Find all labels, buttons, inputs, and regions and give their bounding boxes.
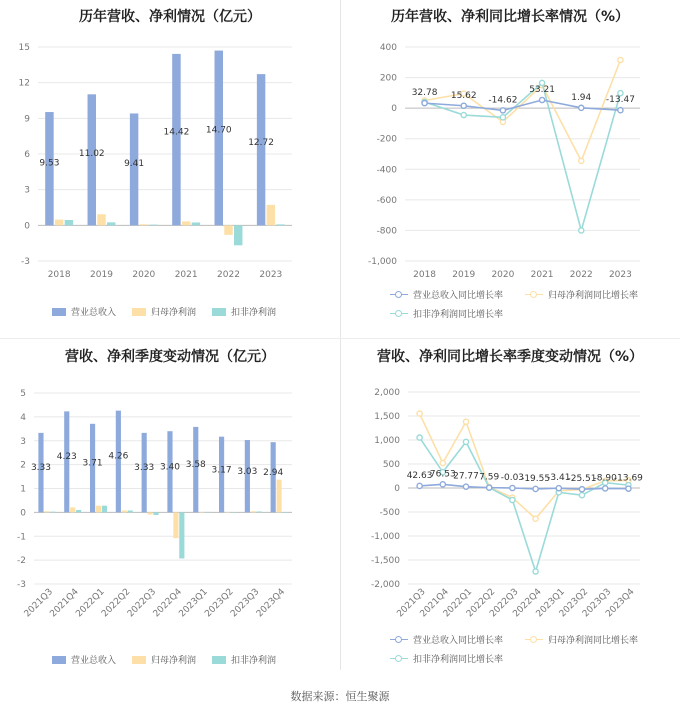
- series-line-deducted-profit: [420, 438, 629, 572]
- bar-deducted-profit: [234, 225, 242, 245]
- y-tick-label: 2,000: [374, 388, 400, 398]
- y-tick-label: 4: [20, 412, 26, 423]
- bar-net-profit: [267, 205, 275, 225]
- chart-title: 营收、净利季度变动情况（亿元）: [65, 349, 275, 365]
- y-tick-label: -2,000: [370, 580, 400, 590]
- point-deducted-profit: [461, 112, 466, 117]
- bar-net-profit: [182, 221, 190, 225]
- chart-plot: [340, 0, 680, 335]
- legend-item-net-profit[interactable]: [132, 653, 196, 666]
- legend-label: 营业总收入: [71, 308, 117, 318]
- bar-deducted-profit: [102, 506, 107, 513]
- y-tick-label: -400: [376, 165, 397, 176]
- bar-net-profit: [96, 506, 101, 513]
- x-tick-label: 2022Q2: [100, 587, 133, 620]
- x-tick-label: 2022: [569, 270, 593, 280]
- point-deducted-profit: [579, 228, 584, 233]
- data-label: 42.63: [406, 470, 433, 481]
- data-label: -3.41: [547, 473, 571, 484]
- legend-label: 扣非净利润同比增长率: [413, 655, 504, 665]
- legend-swatch: [525, 635, 543, 645]
- point-revenue: [463, 484, 468, 489]
- x-tick-label: 2019: [452, 270, 476, 280]
- data-label: 15.62: [450, 90, 477, 101]
- x-tick-label: 2022Q4: [511, 587, 544, 620]
- bar-net-profit: [55, 220, 63, 226]
- bar-revenue: [64, 411, 69, 512]
- series-line-net-profit: [425, 60, 621, 161]
- point-revenue: [417, 483, 422, 488]
- point-net-profit: [440, 460, 445, 465]
- x-tick-label: 2021Q3: [395, 587, 428, 620]
- y-tick-label: -200: [376, 134, 397, 145]
- data-label: 9.41: [124, 159, 145, 170]
- point-deducted-profit: [417, 435, 422, 440]
- point-revenue: [461, 103, 466, 108]
- y-tick-label: 6: [24, 150, 30, 160]
- point-revenue: [579, 487, 584, 492]
- legend-label: 营业总收入同比增长率: [413, 636, 504, 646]
- point-net-profit: [463, 419, 468, 424]
- y-tick-label: -600: [376, 195, 397, 206]
- y-tick-label: -1: [17, 532, 26, 543]
- data-label: 3.33: [134, 463, 155, 474]
- legend-label: 归母净利润: [151, 308, 197, 318]
- legend-swatch: [52, 308, 66, 316]
- legend-swatch: [212, 308, 226, 316]
- bar-deducted-profit: [276, 224, 284, 225]
- data-label: 3.40: [159, 462, 180, 473]
- x-tick-label: 2020: [132, 270, 156, 280]
- bar-net-profit: [97, 214, 105, 225]
- bar-net-profit: [70, 507, 75, 512]
- data-label: -25.51: [567, 474, 597, 485]
- legend-swatch: [390, 654, 408, 664]
- chart-title: 历年营收、净利情况（亿元）: [79, 9, 261, 25]
- bar-net-profit: [199, 512, 204, 513]
- data-label: -0.03: [500, 473, 525, 484]
- legend-swatch: [132, 308, 146, 316]
- x-tick-label: 2022Q1: [441, 587, 475, 620]
- point-net-profit: [579, 158, 584, 163]
- data-label: 3.03: [237, 467, 258, 478]
- point-revenue: [500, 108, 505, 113]
- data-label: 14.70: [205, 125, 232, 136]
- legend-item-revenue-growth[interactable]: [390, 288, 503, 301]
- y-tick-label: 12: [18, 78, 30, 89]
- data-label: 3.17: [211, 465, 232, 476]
- y-tick-label: 0: [24, 221, 30, 232]
- y-tick-label: 2: [20, 460, 26, 471]
- x-tick-label: 2023Q1: [534, 587, 567, 620]
- y-tick-label: -500: [379, 508, 400, 518]
- x-tick-label: 2021Q4: [48, 587, 81, 620]
- y-tick-label: -3: [17, 580, 26, 590]
- bar-revenue: [130, 113, 138, 225]
- legend-item-net-profit[interactable]: [132, 305, 196, 318]
- data-label: -13.47: [605, 95, 635, 106]
- data-source-note: 数据来源：恒生聚源: [290, 690, 390, 703]
- y-tick-label: 400: [379, 43, 397, 53]
- bar-deducted-profit: [205, 512, 210, 513]
- legend-item-deducted-profit[interactable]: [212, 653, 276, 666]
- data-label: -8.90: [593, 473, 617, 484]
- legend-item-revenue-growth[interactable]: [390, 633, 503, 646]
- y-tick-label: 5: [20, 389, 26, 399]
- point-revenue: [533, 486, 538, 491]
- data-label: 12.72: [248, 138, 274, 149]
- y-tick-label: -800: [376, 226, 397, 237]
- chart-plot: [340, 340, 680, 670]
- data-label: 2.94: [263, 468, 284, 479]
- legend-item-revenue[interactable]: [52, 305, 116, 318]
- bar-net-profit: [173, 512, 178, 538]
- data-label: 9.53: [39, 158, 60, 169]
- bar-deducted-profit: [128, 510, 133, 512]
- x-tick-label: 2023Q2: [203, 587, 236, 620]
- data-label: 7.59: [479, 472, 500, 483]
- point-deducted-profit: [579, 493, 584, 498]
- x-tick-label: 2023Q3: [580, 587, 614, 620]
- chart-title: 历年营收、净利同比增长率情况（%）: [390, 9, 630, 25]
- data-label: 32.78: [411, 88, 438, 99]
- x-tick-label: 2022Q3: [125, 587, 159, 620]
- quarterly-revenue-profit-chart: [0, 340, 340, 670]
- bar-deducted-profit: [76, 510, 81, 512]
- bar-net-profit: [225, 512, 230, 513]
- legend-label: 扣非净利润同比增长率: [413, 310, 504, 320]
- legend-label: 归母净利润同比增长率: [548, 636, 639, 646]
- x-tick-label: 2021Q3: [22, 587, 56, 620]
- data-label: 4.23: [56, 451, 77, 462]
- x-tick-label: 2021: [530, 270, 554, 280]
- legend-item-net-profit-growth[interactable]: [525, 288, 638, 301]
- bar-deducted-profit: [179, 512, 184, 558]
- legend-swatch: [212, 656, 226, 664]
- bar-net-profit: [251, 511, 256, 512]
- y-tick-label: -2: [17, 556, 26, 567]
- legend-swatch: [52, 656, 66, 664]
- point-revenue: [603, 486, 608, 491]
- x-tick-label: 2023Q4: [254, 587, 288, 620]
- bar-deducted-profit: [153, 512, 158, 515]
- y-tick-label: 3: [24, 185, 30, 196]
- y-tick-label: 1,000: [374, 436, 400, 446]
- x-tick-label: 2018: [47, 270, 71, 280]
- y-tick-label: 0: [394, 484, 400, 494]
- legend-label: 营业总收入同比增长率: [413, 291, 504, 301]
- bar-deducted-profit: [65, 220, 73, 225]
- legend-label: 扣非净利润: [231, 656, 277, 666]
- chart-plot: [0, 0, 340, 335]
- legend-swatch: [132, 656, 146, 664]
- x-tick-label: 2020: [491, 270, 515, 280]
- x-tick-label: 2023: [608, 270, 632, 280]
- y-tick-label: 9: [24, 114, 30, 125]
- bar-deducted-profit: [192, 222, 200, 225]
- legend-label: 归母净利润: [151, 656, 197, 666]
- bar-revenue: [45, 112, 53, 225]
- legend-label: 扣非净利润: [231, 308, 277, 318]
- data-label: 11.02: [78, 148, 105, 159]
- point-revenue: [556, 486, 561, 491]
- data-label: 27.77: [453, 471, 479, 482]
- bar-net-profit: [224, 225, 232, 235]
- bar-net-profit: [44, 511, 49, 512]
- legend-label: 营业总收入: [71, 656, 117, 666]
- x-tick-label: 2022: [217, 270, 240, 280]
- bar-deducted-profit: [282, 512, 287, 513]
- bar-net-profit: [277, 480, 282, 513]
- legend-label: 归母净利润同比增长率: [548, 291, 639, 301]
- legend-item-revenue[interactable]: [52, 653, 116, 666]
- x-tick-label: 2022Q2: [464, 587, 498, 620]
- bar-deducted-profit: [257, 511, 262, 512]
- x-tick-label: 2022Q1: [74, 587, 107, 620]
- data-label: 76.53: [429, 469, 456, 480]
- horizontal-divider: [0, 338, 680, 339]
- legend-swatch: [525, 290, 543, 300]
- data-label: 3.71: [82, 458, 103, 469]
- bar-revenue: [88, 94, 96, 225]
- chart-title: 营收、净利同比增长率季度变动情况（%）: [376, 349, 644, 365]
- x-tick-label: 2022Q3: [488, 587, 521, 620]
- point-revenue: [487, 485, 492, 490]
- point-revenue: [440, 482, 445, 487]
- y-tick-label: 500: [382, 460, 400, 470]
- bar-revenue: [116, 411, 121, 513]
- data-label: 14.42: [163, 127, 190, 138]
- bar-revenue: [172, 54, 180, 225]
- y-tick-label: 15: [18, 43, 30, 53]
- x-tick-label: 2023: [259, 270, 283, 280]
- bar-deducted-profit: [149, 225, 157, 226]
- x-tick-label: 2023Q3: [229, 587, 262, 620]
- data-label: 3.58: [185, 460, 206, 471]
- x-tick-label: 2022Q4: [151, 587, 185, 620]
- point-net-profit: [618, 57, 623, 62]
- x-tick-label: 2023Q1: [177, 587, 210, 620]
- legend-item-deducted-profit[interactable]: [212, 305, 276, 318]
- point-deducted-profit: [463, 439, 468, 444]
- y-tick-label: 0: [391, 104, 397, 115]
- bar-deducted-profit: [50, 512, 55, 513]
- legend-swatch: [390, 309, 408, 319]
- point-revenue: [618, 108, 623, 113]
- data-label: 1.94: [571, 92, 592, 103]
- y-tick-label: 200: [379, 73, 397, 84]
- point-deducted-profit: [500, 115, 505, 120]
- x-tick-label: 2021Q4: [418, 587, 451, 620]
- data-label: 4.26: [108, 451, 129, 462]
- y-tick-label: 1: [20, 484, 26, 495]
- point-revenue: [422, 101, 427, 106]
- data-label: -13.69: [613, 473, 643, 484]
- data-label: -19.55: [521, 473, 551, 484]
- legend-item-net-profit-growth[interactable]: [525, 633, 638, 646]
- point-revenue: [579, 105, 584, 110]
- legend-item-deducted-profit-growth[interactable]: [390, 307, 503, 320]
- bar-net-profit: [122, 510, 127, 512]
- x-tick-label: 2023Q4: [604, 587, 637, 620]
- point-deducted-profit: [533, 569, 538, 574]
- series-line-net-profit: [420, 414, 629, 519]
- point-net-profit: [417, 411, 422, 416]
- y-tick-label: 3: [20, 436, 26, 447]
- x-tick-label: 2018: [413, 270, 437, 280]
- bar-deducted-profit: [107, 222, 115, 225]
- point-revenue: [510, 485, 515, 490]
- annual-revenue-profit-chart: [0, 0, 340, 335]
- data-label: 53.21: [529, 85, 555, 96]
- legend-swatch: [390, 635, 408, 645]
- bar-net-profit: [148, 512, 153, 514]
- y-tick-label: -1,000: [370, 532, 400, 542]
- y-tick-label: -1,500: [370, 556, 400, 566]
- data-label: -14.62: [488, 95, 518, 106]
- bar-net-profit: [140, 224, 148, 225]
- y-tick-label: -3: [21, 257, 30, 267]
- x-tick-label: 2019: [90, 270, 113, 280]
- legend-swatch: [390, 290, 408, 300]
- point-revenue: [539, 97, 544, 102]
- legend-item-deducted-profit-growth[interactable]: [390, 652, 503, 665]
- y-tick-label: 1,500: [374, 412, 400, 422]
- bar-revenue: [215, 51, 223, 226]
- point-deducted-profit: [510, 497, 515, 502]
- x-tick-label: 2021: [174, 270, 198, 280]
- bar-deducted-profit: [231, 512, 236, 513]
- y-tick-label: -1,000: [367, 257, 397, 267]
- data-label: 3.33: [30, 463, 51, 474]
- annual-growth-rate-chart: [340, 0, 680, 335]
- chart-plot: [0, 340, 340, 670]
- x-tick-label: 2023Q2: [557, 587, 591, 620]
- point-revenue: [626, 486, 631, 491]
- bar-revenue: [257, 74, 265, 225]
- quarterly-growth-rate-chart: [340, 340, 680, 670]
- y-tick-label: 0: [20, 508, 26, 519]
- point-net-profit: [533, 516, 538, 521]
